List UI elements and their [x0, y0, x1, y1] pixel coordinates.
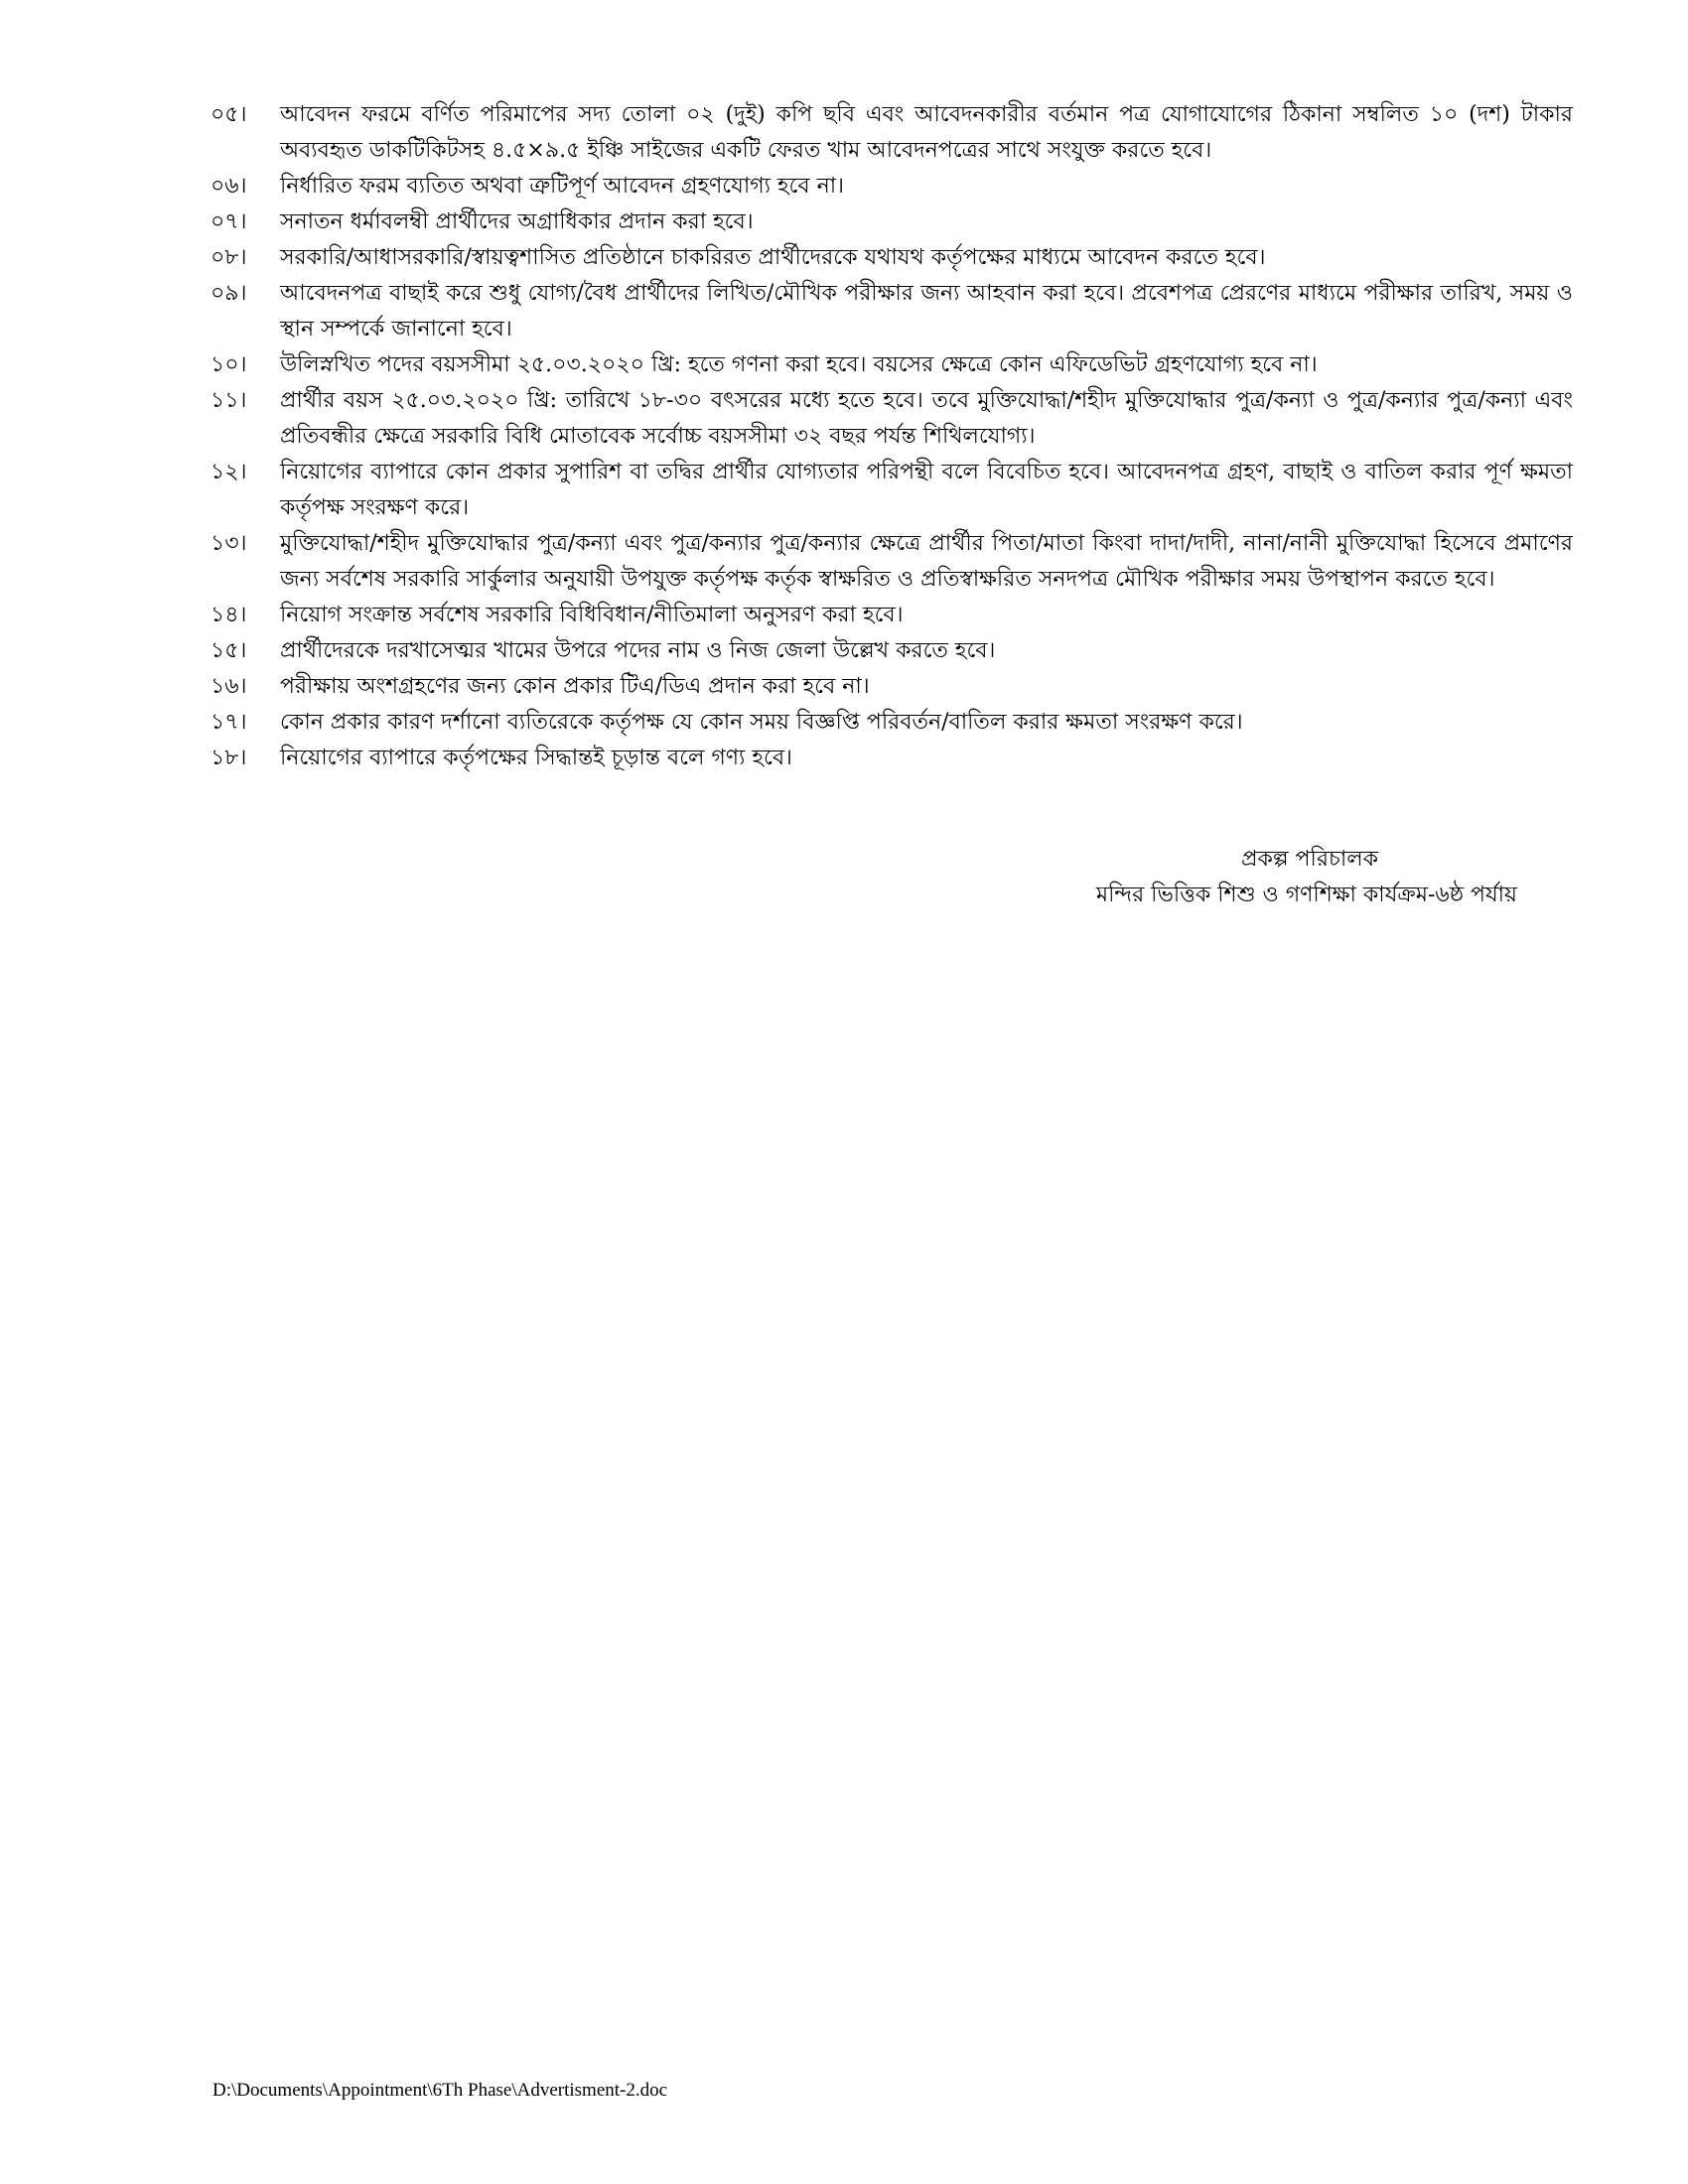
clause-text: সরকারি/আধাসরকারি/স্বায়ত্বশাসিত প্রতিষ্ঠানে চাকরিরত প্রার্থীদেরকে যথাযথ কর্তৃপক্ষের মাধ্যমে আবেদন করতে হবে। [280, 245, 1266, 270]
clause-text: উলিস্নখিত পদের বয়সসীমা ২৫.০৩.২০২০ খ্রি: হতে গণনা করা হবে। বয়সের ক্ষেত্রে কোন এফিডেভিট গ্রহণযোগ্য হবে না। [280, 352, 1318, 377]
signature-block [822, 842, 1517, 913]
clause-text: প্রার্থীর বয়স ২৫.০৩.২০২০ খ্রি: তারিখে ১৮-৩০ বৎসরের মধ্যে হতে হবে। তবে মুক্তিযোদ্ধা/শহীদ মুক্তিযোদ্ধার পুত্র/কন্যা ও পুত্র/কন্যার পুত্র/কন্যা এবং প্রতিবন্ধীর ক্ষেত্রে সরকারি বিধি মোতাবেক সর্বোচ্চ বয়সসীমা ৩২ বছর পর্যন্ত শিথিলযোগ্য। [280, 388, 1573, 449]
clause-item [211, 347, 1573, 383]
clause-list [211, 97, 1573, 776]
clause-item [211, 240, 1573, 276]
clause-number: ১৬। [211, 674, 247, 699]
clause-item [211, 705, 1573, 741]
clause-text: মুক্তিযোদ্ধা/শহীদ মুক্তিযোদ্ধার পুত্র/কন্যা এবং পুত্র/কন্যার পুত্র/কন্যার ক্ষেত্রে প্রার্থীর পিতা/মাতা কিংবা দাদা/দাদী, নানা/নানী মুক্তিযোদ্ধা হিসেবে প্রমাণের জন্য সর্বশেষ সরকারি সার্কুলার অনুযায়ী উপযুক্ত কর্তৃপক্ষ কর্তৃক স্বাক্ষরিত ও প্রতিস্বাক্ষরিত সনদপত্র মৌখিক পরীক্ষার সময় উপস্থাপন করতে হবে। [280, 531, 1573, 592]
clause-item [211, 169, 1573, 205]
clause-text: আবেদন ফরমে বর্ণিত পরিমাপের সদ্য তোলা ০২ (দুই) কপি ছবি এবং আবেদনকারীর বর্তমান পত্র যোগাযোগের ঠিকানা সম্বলিত ১০ (দশ) টাকার অব্যবহৃত ডাকটিকিটসহ ৪.৫×৯.৫ ইঞ্চি সাইজের একটি ফেরত খাম আবেদনপত্রের সাথে সংযুক্ত করতে হবে। [280, 102, 1573, 163]
clause-number: ০৬। [211, 174, 247, 199]
clause-item [211, 455, 1573, 526]
clause-number: ১৭। [211, 710, 247, 735]
clause-number: ০৮। [211, 245, 247, 270]
clause-item [211, 383, 1573, 455]
clause-text: সনাতন ধর্মাবলম্বী প্রার্থীদের অগ্রাধিকার প্রদান করা হবে। [280, 209, 754, 234]
clause-number: ১৪। [211, 603, 247, 627]
clause-number: ০৭। [211, 209, 247, 234]
clause-number: ১৩। [211, 531, 247, 556]
clause-number: ১০। [211, 352, 247, 377]
clause-text: নিয়োগের ব্যাপারে কর্তৃপক্ষের সিদ্ধান্তই চূড়ান্ত বলে গণ্য হবে। [280, 746, 792, 770]
clause-text: কোন প্রকার কারণ দর্শানো ব্যতিরেকে কর্তৃপক্ষ যে কোন সময় বিজ্ঞপ্তি পরিবর্তন/বাতিল করার ক্ষমতা সংরক্ষণ করে। [280, 710, 1243, 735]
clause-item [211, 276, 1573, 347]
clause-text: নির্ধারিত ফরম ব্যতিত অথবা ত্রুটিপূর্ণ আবেদন গ্রহণযোগ্য হবে না। [280, 174, 845, 199]
clause-number: ১১। [211, 388, 247, 413]
clause-number: ০৯। [211, 281, 247, 306]
clause-text: পরীক্ষায় অংশগ্রহণের জন্য কোন প্রকার টিএ/ডিএ প্রদান করা হবে না। [280, 674, 870, 699]
clause-text: নিয়োগের ব্যাপারে কোন প্রকার সুপারিশ বা তদ্বির প্রার্থীর যোগ্যতার পরিপন্থী বলে বিবেচিত হবে। আবেদনপত্র গ্রহণ, বাছাই ও বাতিল করার পূর্ণ ক্ষমতা কর্তৃপক্ষ সংরক্ষণ করে। [280, 460, 1573, 520]
footer-file-path: D:\Documents\Appointment\6Th Phase\Advertisment-2.doc [212, 2080, 668, 2101]
clause-number: ১৮। [211, 746, 247, 770]
clause-item [211, 598, 1573, 633]
clause-item [211, 97, 1573, 169]
clause-number: ০৫। [211, 102, 247, 127]
clause-item [211, 526, 1573, 598]
signatory-organization: মন্দির ভিত্তিক শিশু ও গণশিক্ষা কার্যক্রম-৬ষ্ঠ পর্যায় [1095, 883, 1517, 907]
clause-text: প্রার্থীদেরকে দরখাসেত্মর খামের উপরে পদের নাম ও নিজ জেলা উল্লেখ করতে হবে। [280, 638, 996, 663]
clause-item [211, 741, 1573, 776]
clause-text: আবেদনপত্র বাছাই করে শুধু যোগ্য/বৈধ প্রার্থীদের লিখিত/মৌখিক পরীক্ষার জন্য আহবান করা হবে। প্রবেশপত্র প্রেরণের মাধ্যমে পরীক্ষার তারিখ, সময় ও স্থান সম্পর্কে জানানো হবে। [280, 281, 1573, 341]
clause-item [211, 205, 1573, 240]
clause-item [211, 633, 1573, 669]
clause-number: ১২। [211, 460, 247, 484]
clause-text: নিয়োগ সংক্রান্ত সর্বশেষ সরকারি বিধিবিধান/নীতিমালা অনুসরণ করা হবে। [280, 603, 904, 627]
clause-item [211, 669, 1573, 705]
clause-number: ১৫। [211, 638, 247, 663]
signatory-title: প্রকল্প পরিচালক [1241, 847, 1378, 872]
